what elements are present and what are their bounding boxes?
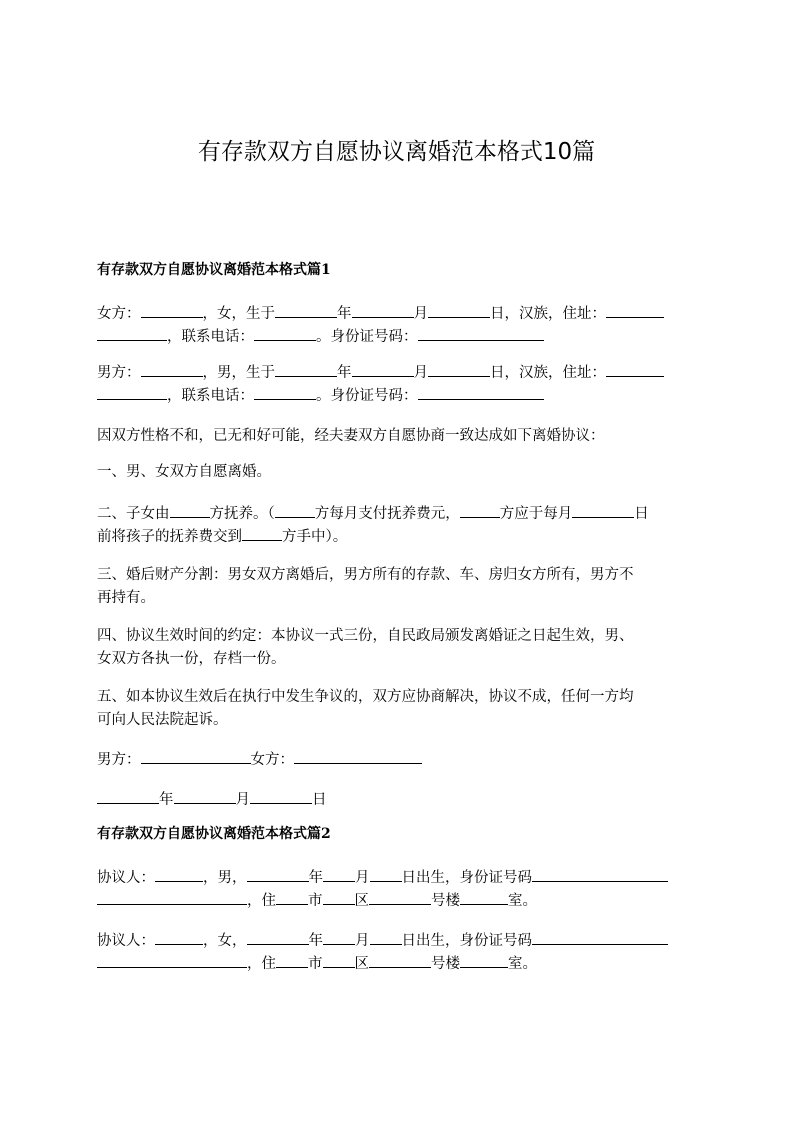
- section-heading-1: 有存款双方自愿协议离婚范本格式篇1: [97, 262, 331, 278]
- name-blank[interactable]: [141, 361, 203, 377]
- clause-1: 一、男、女双方自愿离婚。: [97, 464, 271, 480]
- date-line: 年 月 日: [97, 788, 697, 811]
- building-blank[interactable]: [369, 889, 431, 905]
- id-number-blank-cont[interactable]: [97, 889, 247, 905]
- building-blank[interactable]: [369, 952, 431, 968]
- clause-4: 四、协议生效时间的约定：本协议一式三份，自民政局颁发离婚证之日起生效，男、 女双方各执一份，存档一份。: [97, 628, 634, 667]
- clause-2: 二、子女由 方抚养。（ 方每月支付抚养费元， 方应于每月 日 前将孩子的抚养费交到 方手中）。: [97, 502, 697, 548]
- phone-blank[interactable]: [254, 325, 316, 341]
- section-heading-2: 有存款双方自愿协议离婚范本格式篇2: [97, 826, 331, 842]
- address-blank[interactable]: [606, 302, 664, 318]
- room-blank[interactable]: [460, 952, 508, 968]
- date-year-blank[interactable]: [97, 788, 159, 804]
- birth-year-blank[interactable]: [275, 361, 337, 377]
- address-blank-cont[interactable]: [97, 325, 167, 341]
- id-number-blank[interactable]: [418, 325, 544, 341]
- id-number-blank-cont[interactable]: [97, 952, 247, 968]
- recipient-blank[interactable]: [242, 525, 282, 541]
- payment-day-blank[interactable]: [572, 502, 634, 518]
- name-blank[interactable]: [141, 302, 203, 318]
- name-blank[interactable]: [155, 929, 203, 945]
- district-blank[interactable]: [323, 889, 355, 905]
- custody-party-blank[interactable]: [170, 502, 210, 518]
- document-title: 有存款双方自愿协议离婚范本格式10篇: [197, 139, 596, 165]
- id-number-blank[interactable]: [532, 866, 668, 882]
- birth-month-blank[interactable]: [352, 361, 414, 377]
- birth-day-blank[interactable]: [428, 302, 490, 318]
- payer-blank[interactable]: [275, 502, 315, 518]
- clause-3: 三、婚后财产分割：男女双方离婚后，男方所有的存款、车、房归女方所有，男方不 再持有。: [97, 567, 634, 606]
- room-blank[interactable]: [460, 889, 508, 905]
- male-party-paragraph: 男方： ，男，生于 年 月 日，汉族，住址： ，联系电话： 。身份证号码：: [97, 361, 697, 407]
- name-blank[interactable]: [155, 866, 203, 882]
- birth-year-blank[interactable]: [275, 302, 337, 318]
- address-blank[interactable]: [606, 361, 664, 377]
- party-2-paragraph: 协议人： ，女， 年 月 日出生，身份证号码 ，住 市 区 号楼 室。: [97, 929, 697, 975]
- birth-month-blank[interactable]: [352, 302, 414, 318]
- phone-blank[interactable]: [254, 384, 316, 400]
- payer-blank-2[interactable]: [460, 502, 500, 518]
- id-number-blank[interactable]: [418, 384, 544, 400]
- date-day-blank[interactable]: [250, 788, 312, 804]
- birth-month-blank[interactable]: [323, 929, 355, 945]
- city-blank[interactable]: [276, 952, 308, 968]
- date-month-blank[interactable]: [174, 788, 236, 804]
- male-signature-blank[interactable]: [141, 748, 251, 764]
- birth-day-blank[interactable]: [370, 866, 402, 882]
- intro-paragraph: 因双方性格不和，已无和好可能，经夫妻双方自愿协商一致达成如下离婚协议：: [97, 428, 605, 444]
- party-1-paragraph: 协议人： ，男， 年 月 日出生，身份证号码 ，住 市 区 号楼 室。: [97, 866, 697, 912]
- female-party-paragraph: 女方： ，女，生于 年 月 日，汉族，住址： ，联系电话： 。身份证号码：: [97, 302, 697, 348]
- birth-day-blank[interactable]: [370, 929, 402, 945]
- clause-5: 五、如本协议生效后在执行中发生争议的，双方应协商解决，协议不成，任何一方均 可向人民法院起诉。: [97, 689, 634, 728]
- id-number-blank[interactable]: [532, 929, 668, 945]
- birth-month-blank[interactable]: [323, 866, 355, 882]
- signature-line: 男方： 女方：: [97, 748, 697, 771]
- district-blank[interactable]: [323, 952, 355, 968]
- female-signature-blank[interactable]: [294, 748, 422, 764]
- birth-year-blank[interactable]: [247, 866, 309, 882]
- address-blank-cont[interactable]: [97, 384, 167, 400]
- city-blank[interactable]: [276, 889, 308, 905]
- birth-day-blank[interactable]: [428, 361, 490, 377]
- birth-year-blank[interactable]: [247, 929, 309, 945]
